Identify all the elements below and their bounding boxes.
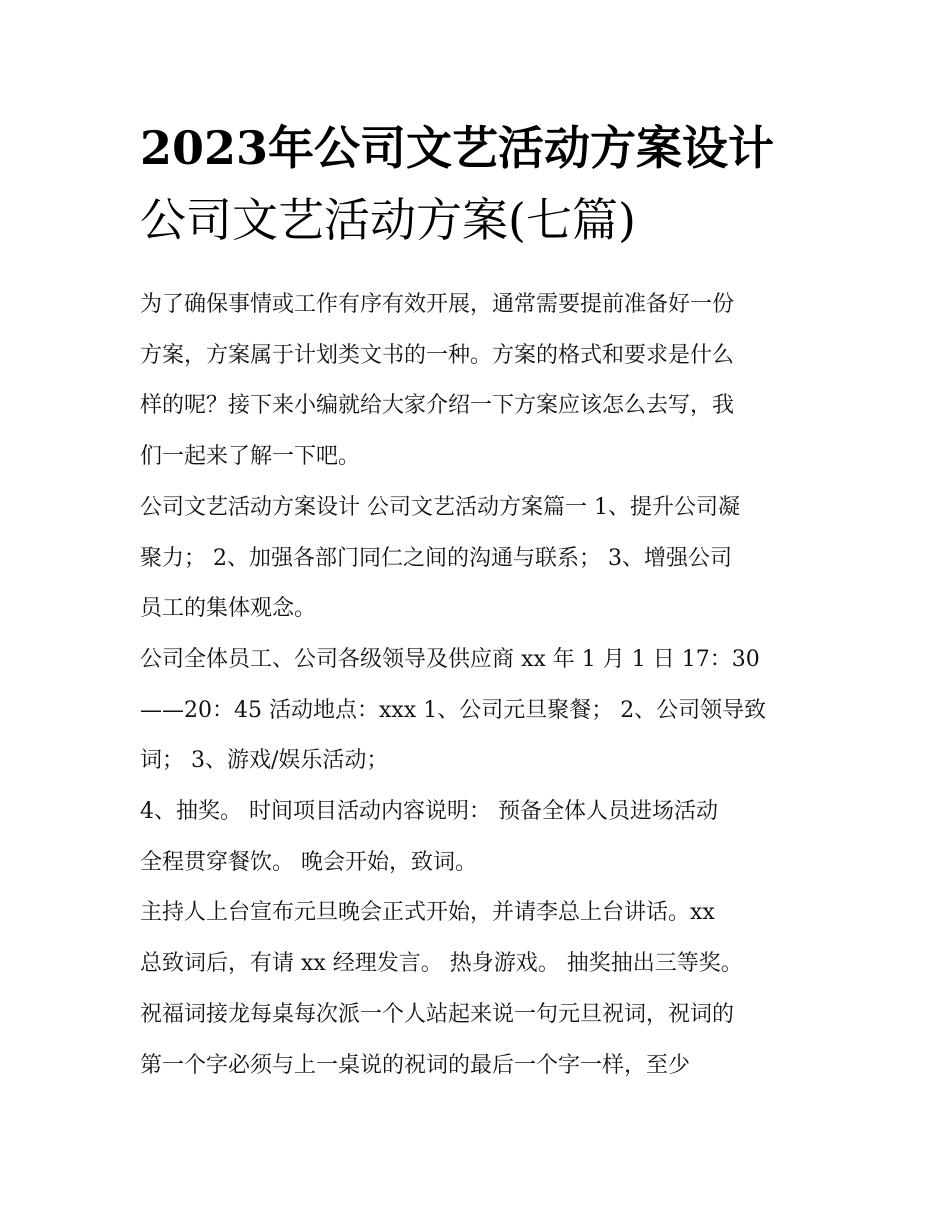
text-line: 们一起来了解一下吧。 (140, 444, 361, 470)
text-line: ——20：45 活动地点：xxx 1、公司元旦聚餐； 2、公司领导致 (140, 697, 767, 723)
text-line: 祝福词接龙每桌每次派一个人站起来说一句元旦祝词，祝词的 (140, 1001, 735, 1027)
text-line: 公司全体员工、公司各级领导及供应商 xx 年 1 月 1 日 17：30 (140, 646, 760, 672)
text-line: 样的呢？接下来小编就给大家介绍一下方案应该怎么去写，我 (140, 393, 735, 419)
text-line: 4、抽奖。 时间项目活动内容说明： 预备全体人员进场活动 (140, 799, 718, 825)
text-line: 主持人上台宣布元旦晚会正式开始，并请李总上台讲话。xx (140, 900, 715, 926)
paragraph-goals (140, 483, 820, 635)
paragraph-program (140, 888, 820, 1091)
paragraph-participants-schedule (140, 635, 820, 787)
paragraph-intro (140, 280, 820, 483)
title-line-1: 2023年公司文艺活动方案设计 (140, 121, 775, 175)
text-line: 员工的集体观念。 (140, 596, 317, 622)
text-line: 聚力； 2、加强各部门同仁之间的沟通与联系； 3、增强公司 (140, 545, 732, 571)
text-line: 词； 3、游戏/娱乐活动； (140, 748, 389, 774)
text-line: 公司文艺活动方案设计 公司文艺活动方案篇一 1、提升公司凝 (140, 494, 740, 520)
document-title (140, 112, 830, 256)
paragraph-lottery (140, 787, 820, 888)
text-line: 全程贯穿餐饮。 晚会开始，致词。 (140, 849, 477, 875)
title-line-2: 公司文艺活动方案(七篇) (140, 193, 636, 247)
text-line: 第一个字必须与上一桌说的祝词的最后一个字一样，至少 (140, 1052, 691, 1078)
text-line: 总致词后，有请 xx 经理发言。 热身游戏。 抽奖抽出三等奖。 (140, 951, 743, 977)
document-body (140, 280, 820, 1091)
text-line: 方案，方案属于计划类文书的一种。方案的格式和要求是什么 (140, 342, 735, 368)
text-line: 为了确保事情或工作有序有效开展，通常需要提前准备好一份 (140, 292, 735, 317)
